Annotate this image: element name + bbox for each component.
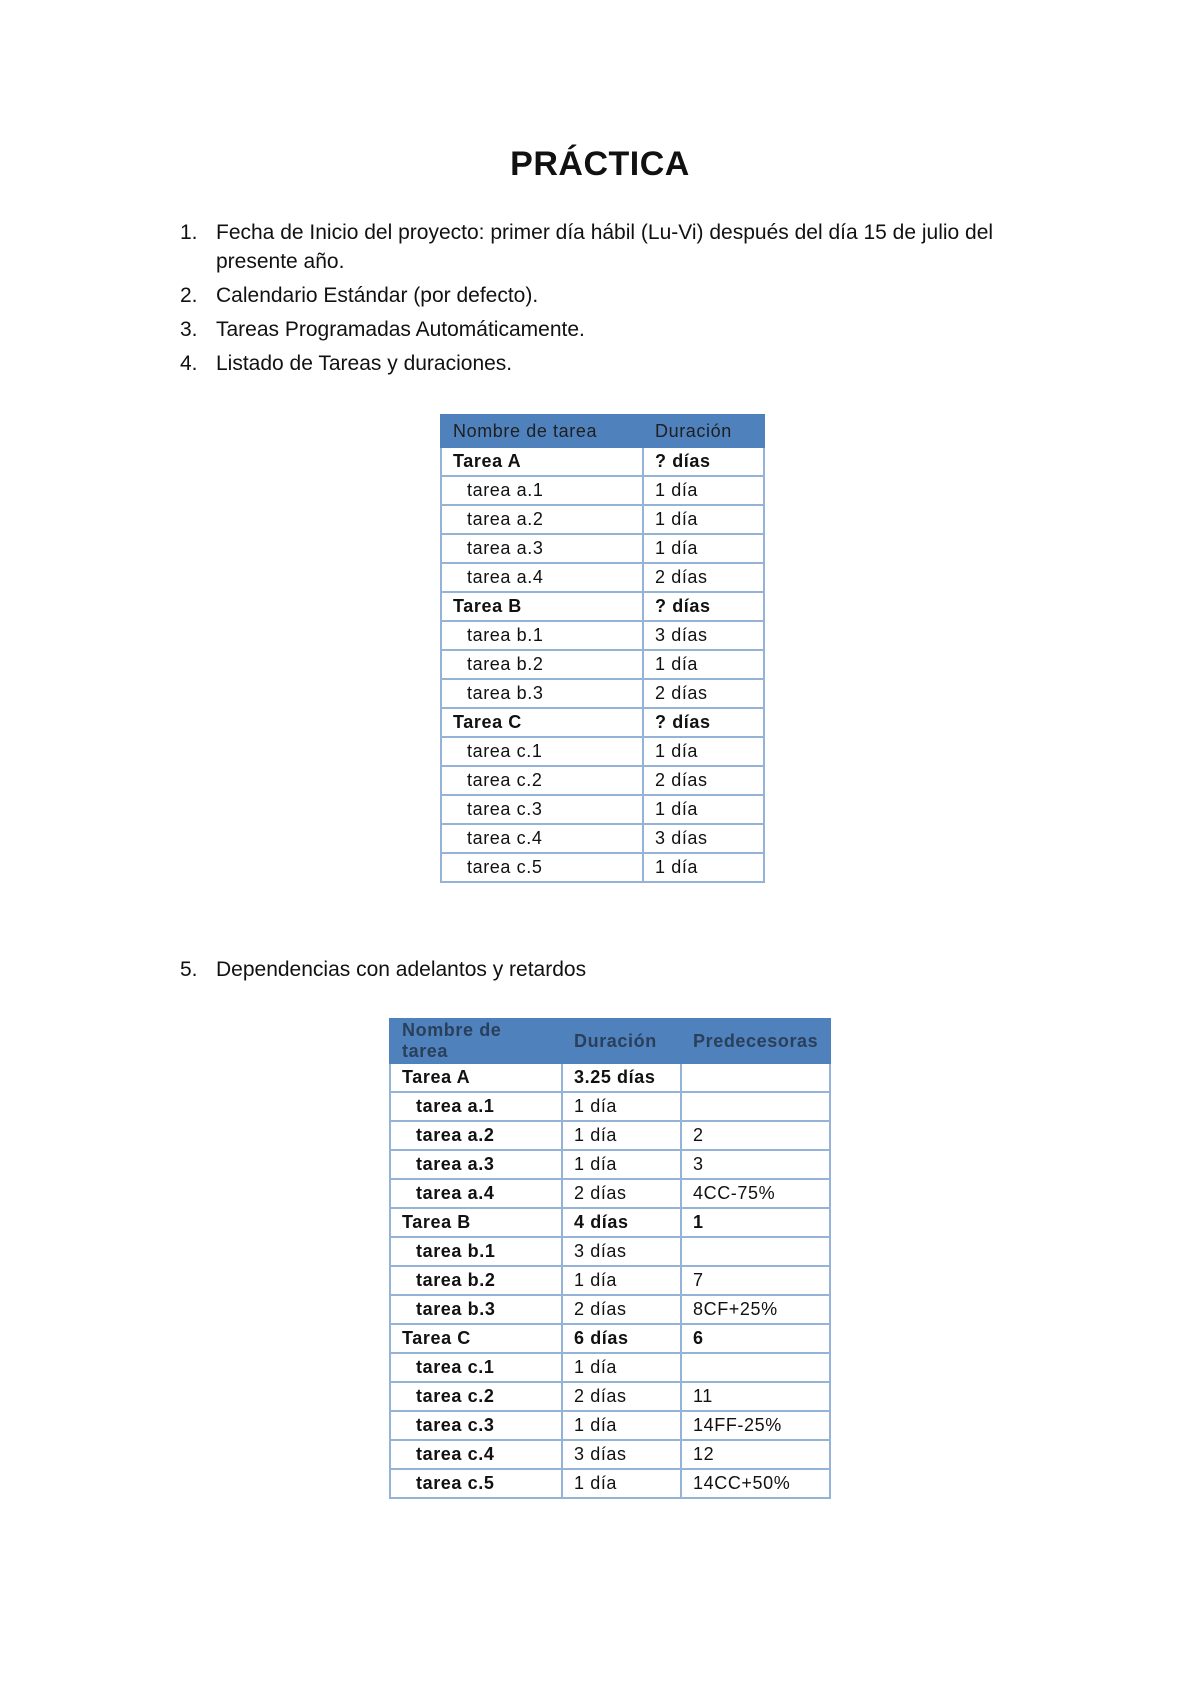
steps-list bbox=[180, 218, 1040, 383]
duration-cell: 1 día bbox=[562, 1353, 681, 1382]
header-task-name: Nombre de tarea bbox=[441, 415, 643, 447]
duration-cell: 4 días bbox=[562, 1208, 681, 1237]
duration-cell: 3 días bbox=[562, 1440, 681, 1469]
task-name-cell: tarea a.1 bbox=[441, 476, 643, 505]
duration-cell: 1 día bbox=[562, 1150, 681, 1179]
duration-cell: 2 días bbox=[643, 766, 764, 795]
duration-cell: 3.25 días bbox=[562, 1063, 681, 1092]
task-name-cell: Tarea A bbox=[390, 1063, 562, 1092]
duration-cell: 1 día bbox=[643, 737, 764, 766]
task-name-cell: tarea c.2 bbox=[390, 1382, 562, 1411]
predecessor-cell: 11 bbox=[681, 1382, 830, 1411]
step-number: 5. bbox=[180, 958, 198, 981]
table-row bbox=[441, 708, 764, 737]
table-body bbox=[441, 447, 764, 882]
duration-cell: ? días bbox=[643, 447, 764, 476]
table-row bbox=[390, 1121, 830, 1150]
table-row bbox=[441, 795, 764, 824]
table-row bbox=[390, 1353, 830, 1382]
table-row bbox=[390, 1469, 830, 1498]
task-name-cell: Tarea C bbox=[441, 708, 643, 737]
step-text: Listado de Tareas y duraciones. bbox=[216, 352, 513, 375]
step-text: Dependencias con adelantos y retardos bbox=[216, 958, 587, 981]
table-row bbox=[441, 592, 764, 621]
task-name-cell: Tarea B bbox=[390, 1208, 562, 1237]
task-name-cell: tarea b.1 bbox=[390, 1237, 562, 1266]
predecessor-cell: 8CF+25% bbox=[681, 1295, 830, 1324]
table-row bbox=[441, 534, 764, 563]
task-name-cell: Tarea C bbox=[390, 1324, 562, 1353]
duration-cell: 1 día bbox=[562, 1266, 681, 1295]
table-row bbox=[390, 1208, 830, 1237]
step-number: 1. bbox=[180, 221, 198, 244]
duration-cell: 2 días bbox=[643, 563, 764, 592]
table-row bbox=[441, 650, 764, 679]
table-row bbox=[441, 824, 764, 853]
table-row bbox=[390, 1295, 830, 1324]
step-2 bbox=[180, 281, 1040, 310]
step-text: Fecha de Inicio del proyecto: primer día hábil (Lu-Vi) después del día 15 de julio del presente año. bbox=[216, 221, 994, 273]
duration-cell: 3 días bbox=[643, 621, 764, 650]
duration-cell: ? días bbox=[643, 708, 764, 737]
predecessor-cell: 3 bbox=[681, 1150, 830, 1179]
table-row bbox=[390, 1440, 830, 1469]
step-number: 2. bbox=[180, 284, 198, 307]
table-row bbox=[441, 505, 764, 534]
predecessor-cell bbox=[681, 1237, 830, 1266]
duration-cell: ? días bbox=[643, 592, 764, 621]
task-name-cell: tarea b.3 bbox=[441, 679, 643, 708]
predecessor-cell: 7 bbox=[681, 1266, 830, 1295]
task-name-cell: tarea a.2 bbox=[441, 505, 643, 534]
task-name-cell: tarea a.2 bbox=[390, 1121, 562, 1150]
task-name-cell: tarea b.2 bbox=[441, 650, 643, 679]
predecessor-cell: 12 bbox=[681, 1440, 830, 1469]
table-row bbox=[390, 1150, 830, 1179]
table-row bbox=[441, 737, 764, 766]
table-row bbox=[390, 1092, 830, 1121]
duration-cell: 1 día bbox=[643, 476, 764, 505]
predecessor-cell: 1 bbox=[681, 1208, 830, 1237]
predecessor-cell bbox=[681, 1063, 830, 1092]
page-title: PRÁCTICA bbox=[510, 145, 690, 183]
task-name-cell: tarea c.5 bbox=[441, 853, 643, 882]
table-row bbox=[390, 1324, 830, 1353]
task-name-cell: tarea c.1 bbox=[390, 1353, 562, 1382]
duration-cell: 3 días bbox=[643, 824, 764, 853]
table-row bbox=[390, 1382, 830, 1411]
task-name-cell: tarea a.1 bbox=[390, 1092, 562, 1121]
task-duration-table bbox=[440, 414, 765, 883]
task-dependency-table bbox=[389, 1018, 831, 1499]
task-name-cell: tarea c.1 bbox=[441, 737, 643, 766]
step-4 bbox=[180, 349, 1040, 378]
task-name-cell: Tarea B bbox=[441, 592, 643, 621]
table-row bbox=[441, 621, 764, 650]
table-row bbox=[441, 679, 764, 708]
step-1 bbox=[180, 218, 1040, 276]
duration-cell: 1 día bbox=[643, 795, 764, 824]
task-name-cell: tarea a.4 bbox=[390, 1179, 562, 1208]
task-name-cell: tarea c.3 bbox=[390, 1411, 562, 1440]
task-name-cell: tarea b.1 bbox=[441, 621, 643, 650]
table-row bbox=[390, 1179, 830, 1208]
table-row bbox=[441, 563, 764, 592]
table-header-row bbox=[441, 415, 764, 447]
step-3 bbox=[180, 315, 1040, 344]
predecessor-cell: 6 bbox=[681, 1324, 830, 1353]
table-row bbox=[390, 1063, 830, 1092]
task-name-cell: tarea b.3 bbox=[390, 1295, 562, 1324]
duration-cell: 2 días bbox=[562, 1179, 681, 1208]
duration-cell: 2 días bbox=[562, 1382, 681, 1411]
task-name-cell: tarea b.2 bbox=[390, 1266, 562, 1295]
duration-cell: 1 día bbox=[562, 1092, 681, 1121]
table-row bbox=[390, 1237, 830, 1266]
task-name-cell: tarea a.3 bbox=[390, 1150, 562, 1179]
predecessor-cell: 4CC-75% bbox=[681, 1179, 830, 1208]
duration-cell: 3 días bbox=[562, 1237, 681, 1266]
step-text: Tareas Programadas Automáticamente. bbox=[216, 318, 585, 341]
duration-cell: 1 día bbox=[643, 505, 764, 534]
duration-cell: 1 día bbox=[562, 1469, 681, 1498]
step-number: 4. bbox=[180, 352, 198, 375]
table-header-row bbox=[390, 1019, 830, 1063]
step-5 bbox=[180, 955, 586, 984]
table-row bbox=[390, 1411, 830, 1440]
predecessor-cell: 2 bbox=[681, 1121, 830, 1150]
table-row bbox=[441, 853, 764, 882]
task-name-cell: tarea a.4 bbox=[441, 563, 643, 592]
header-predecessors: Predecesoras bbox=[681, 1019, 830, 1063]
table-row bbox=[441, 447, 764, 476]
duration-cell: 2 días bbox=[562, 1295, 681, 1324]
duration-cell: 1 día bbox=[643, 853, 764, 882]
predecessor-cell: 14FF-25% bbox=[681, 1411, 830, 1440]
task-name-cell: tarea a.3 bbox=[441, 534, 643, 563]
task-name-cell: tarea c.2 bbox=[441, 766, 643, 795]
table-body bbox=[390, 1063, 830, 1498]
duration-cell: 2 días bbox=[643, 679, 764, 708]
predecessor-cell: 14CC+50% bbox=[681, 1469, 830, 1498]
task-name-cell: tarea c.5 bbox=[390, 1469, 562, 1498]
table-row bbox=[441, 766, 764, 795]
duration-cell: 1 día bbox=[562, 1411, 681, 1440]
duration-cell: 1 día bbox=[643, 650, 764, 679]
task-name-cell: Tarea A bbox=[441, 447, 643, 476]
duration-cell: 1 día bbox=[562, 1121, 681, 1150]
task-name-cell: tarea c.4 bbox=[390, 1440, 562, 1469]
task-name-cell: tarea c.3 bbox=[441, 795, 643, 824]
predecessor-cell bbox=[681, 1353, 830, 1382]
header-task-name: Nombre de tarea bbox=[390, 1019, 562, 1063]
table-row bbox=[441, 476, 764, 505]
step-text: Calendario Estándar (por defecto). bbox=[216, 284, 539, 307]
step-number: 3. bbox=[180, 318, 198, 341]
header-duration: Duración bbox=[562, 1019, 681, 1063]
predecessor-cell bbox=[681, 1092, 830, 1121]
task-name-cell: tarea c.4 bbox=[441, 824, 643, 853]
header-duration: Duración bbox=[643, 415, 764, 447]
table-row bbox=[390, 1266, 830, 1295]
duration-cell: 1 día bbox=[643, 534, 764, 563]
duration-cell: 6 días bbox=[562, 1324, 681, 1353]
